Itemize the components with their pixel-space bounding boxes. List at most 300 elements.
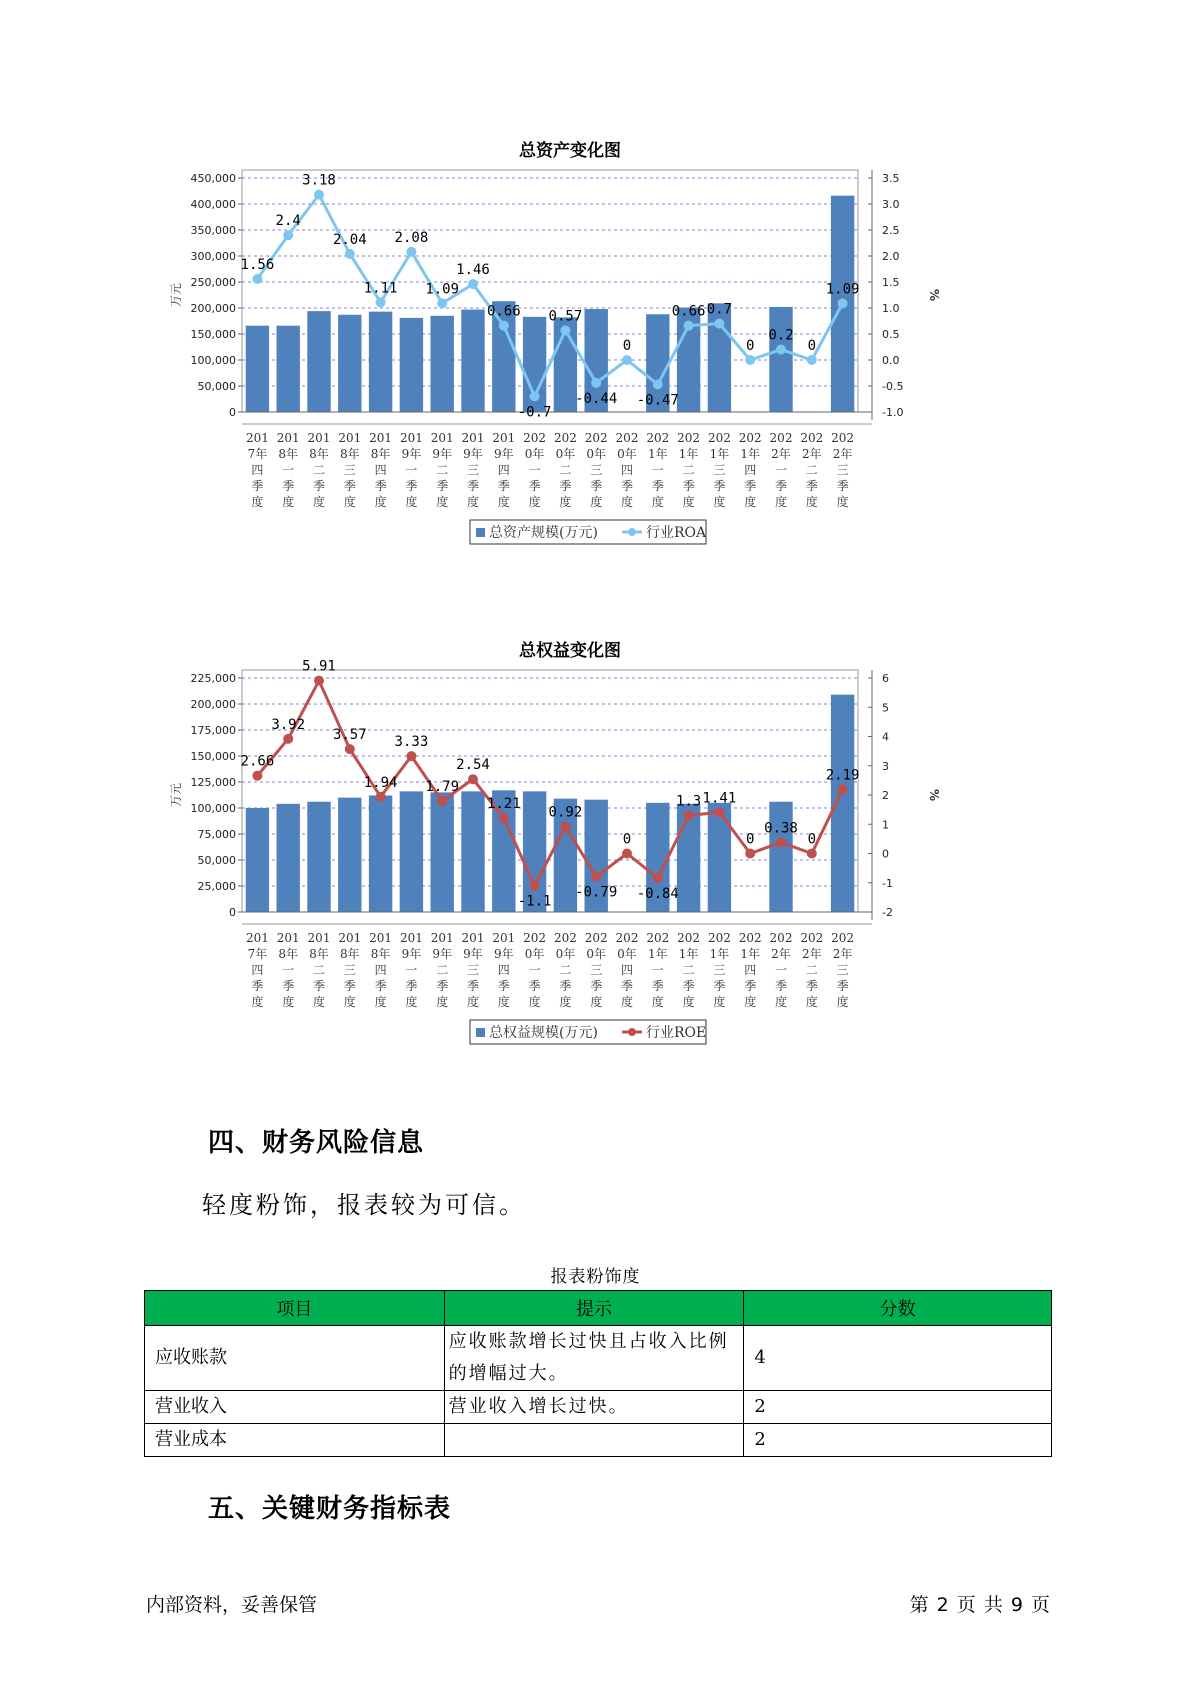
row-hint: 营业收入增长过快。 <box>444 1391 744 1424</box>
x-tick-label: 201 <box>276 431 300 445</box>
x-tick-label: 季 <box>436 979 449 993</box>
y-tick-label: 250,000 <box>190 276 236 289</box>
x-tick-label: 度 <box>682 995 695 1009</box>
x-tick-label: 度 <box>282 495 295 509</box>
line-point <box>591 872 601 882</box>
y2-axis-title: % <box>927 788 941 802</box>
x-tick-label: 度 <box>559 995 572 1009</box>
x-tick-label: 202 <box>800 931 824 945</box>
x-tick-label: 季 <box>251 479 264 493</box>
y2-axis-title: % <box>927 288 941 302</box>
x-tick-label: 季 <box>620 979 634 993</box>
x-tick-label: 9年 <box>493 947 514 961</box>
data-label: 0 <box>745 831 755 848</box>
x-tick-label: 一 <box>405 463 418 477</box>
bar <box>400 791 423 912</box>
x-tick-label: 202 <box>831 931 855 945</box>
line-point <box>283 734 293 744</box>
y2-tick-label: 0.0 <box>882 354 900 367</box>
x-tick-label: 度 <box>590 495 603 509</box>
x-tick-label: 度 <box>282 995 295 1009</box>
legend-label: 总资产规模(万元) <box>489 525 598 541</box>
x-tick-label: 三 <box>343 963 356 977</box>
x-tick-label: 季 <box>282 979 295 993</box>
x-tick-label: 二 <box>312 963 326 977</box>
data-label: 3.92 <box>271 716 306 733</box>
x-tick-label: 度 <box>312 995 326 1009</box>
line-point <box>345 744 355 754</box>
x-tick-label: 度 <box>744 495 757 509</box>
row-score: 2 <box>744 1391 1052 1424</box>
y-tick-label: 200,000 <box>190 302 236 315</box>
line-point <box>530 391 540 401</box>
legend-swatch-point <box>628 528 636 536</box>
x-tick-label: 202 <box>646 431 670 445</box>
x-tick-label: 1年 <box>647 947 668 961</box>
x-tick-label: 四 <box>497 463 510 477</box>
x-tick-label: 9年 <box>432 947 453 961</box>
x-tick-label: 2年 <box>832 447 853 461</box>
x-tick-label: 四 <box>744 463 757 477</box>
x-tick-label: 202 <box>553 931 577 945</box>
plot-frame <box>242 170 858 412</box>
x-tick-label: 季 <box>590 479 603 493</box>
y2-tick-label: -0.5 <box>882 380 904 393</box>
x-tick-label: 四 <box>497 963 510 977</box>
legend-swatch-bar <box>476 528 485 537</box>
x-tick-label: 三 <box>466 963 480 977</box>
line-point <box>530 881 540 891</box>
x-tick-label: 四 <box>251 463 264 477</box>
row-score: 2 <box>744 1424 1052 1457</box>
line-point <box>499 813 509 823</box>
legend-label: 行业ROE <box>646 1025 707 1041</box>
x-tick-label: 202 <box>707 931 731 945</box>
data-label: 0.92 <box>548 804 583 821</box>
x-tick-label: 0年 <box>586 947 607 961</box>
x-tick-label: 202 <box>523 931 547 945</box>
x-tick-label: 201 <box>399 431 423 445</box>
x-tick-label: 度 <box>836 995 849 1009</box>
row-hint <box>444 1424 744 1457</box>
x-tick-label: 度 <box>651 495 664 509</box>
x-tick-label: 2年 <box>771 447 791 461</box>
plot-frame <box>242 670 858 912</box>
x-tick-label: 季 <box>466 479 480 493</box>
x-tick-label: 度 <box>713 495 726 509</box>
y-tick-label: 125,000 <box>190 776 236 789</box>
x-tick-label: 度 <box>312 495 326 509</box>
row-score: 4 <box>744 1326 1052 1391</box>
data-label: 0.57 <box>548 308 583 325</box>
bar <box>276 326 299 412</box>
x-tick-label: 三 <box>343 463 356 477</box>
x-tick-label: 度 <box>528 995 541 1009</box>
x-tick-label: 度 <box>559 495 572 509</box>
x-tick-label: 0年 <box>617 947 637 961</box>
bar <box>369 796 392 912</box>
y2-tick-label: 3 <box>882 759 889 773</box>
line-point <box>684 810 694 820</box>
x-tick-label: 201 <box>492 931 516 945</box>
data-label: 0 <box>745 338 755 354</box>
x-tick-label: 2年 <box>801 947 822 961</box>
x-tick-label: 一 <box>774 463 788 477</box>
y2-tick-label: 2.5 <box>882 224 900 237</box>
x-tick-label: 9年 <box>401 447 422 461</box>
bar <box>246 808 269 912</box>
x-tick-label: 度 <box>651 995 664 1009</box>
line-point <box>745 849 755 859</box>
data-label: 2.08 <box>394 229 429 246</box>
x-tick-label: 度 <box>466 995 480 1009</box>
x-tick-label: 度 <box>343 495 356 509</box>
legend-label: 行业ROA <box>646 525 707 541</box>
x-tick-label: 度 <box>744 995 757 1009</box>
data-label: 3.57 <box>332 727 367 744</box>
data-label: 1.09 <box>425 281 460 298</box>
line-point <box>345 249 355 259</box>
x-tick-label: 一 <box>651 463 664 477</box>
risk-summary-text: 轻度粉饰，报表较为可信。 <box>202 1191 526 1219</box>
line-point <box>314 190 324 200</box>
x-tick-label: 季 <box>405 979 418 993</box>
bar <box>430 792 453 912</box>
data-label: -0.84 <box>636 886 679 903</box>
x-tick-label: 四 <box>251 963 264 977</box>
data-label: -0.7 <box>517 404 552 421</box>
x-tick-label: 201 <box>430 931 454 945</box>
total-assets-chart <box>140 136 1000 596</box>
table-caption: 报表粉饰度 <box>550 1267 641 1287</box>
data-label: 2.4 <box>275 213 301 230</box>
y-tick-label: 150,000 <box>190 328 236 341</box>
x-tick-label: 二 <box>436 463 449 477</box>
x-tick-label: 季 <box>651 479 664 493</box>
line-point <box>376 297 386 307</box>
x-tick-label: 季 <box>836 979 849 993</box>
data-label: 1.21 <box>486 796 521 813</box>
y2-tick-label: 4 <box>882 730 889 744</box>
line-point <box>807 355 817 365</box>
x-tick-label: 季 <box>774 979 788 993</box>
bar <box>430 316 453 412</box>
data-label: 1.56 <box>240 256 275 273</box>
x-tick-label: 一 <box>774 963 788 977</box>
total-equity-chart <box>140 636 1000 1096</box>
x-tick-label: 202 <box>553 431 577 445</box>
x-tick-label: 201 <box>461 431 485 445</box>
x-tick-label: 度 <box>405 995 418 1009</box>
x-tick-label: 度 <box>497 495 510 509</box>
x-tick-label: 度 <box>343 995 356 1009</box>
x-tick-label: 度 <box>374 995 387 1009</box>
x-tick-label: 0年 <box>555 947 576 961</box>
data-label: 0.38 <box>764 820 798 837</box>
x-tick-label: 度 <box>405 495 418 509</box>
x-tick-label: 季 <box>312 979 326 993</box>
y2-tick-label: -2 <box>882 906 893 919</box>
bar <box>461 791 484 912</box>
line-point <box>714 807 724 817</box>
line-point <box>437 298 447 308</box>
row-hint: 应收账款增长过快且占收入比例的增幅过大。 <box>444 1326 744 1391</box>
x-tick-label: 201 <box>399 931 423 945</box>
x-tick-label: 202 <box>646 931 670 945</box>
x-tick-label: 0年 <box>617 447 637 461</box>
x-tick-label: 季 <box>682 479 695 493</box>
x-tick-label: 季 <box>620 479 634 493</box>
y-tick-label: 50,000 <box>197 854 236 867</box>
line-point <box>653 379 663 389</box>
x-tick-label: 1年 <box>647 447 668 461</box>
y2-tick-label: 2 <box>882 789 889 802</box>
x-tick-label: 201 <box>461 931 485 945</box>
x-tick-label: 201 <box>307 931 331 945</box>
y-tick-label: 300,000 <box>190 250 236 263</box>
x-tick-label: 一 <box>528 963 541 977</box>
x-tick-label: 8年 <box>309 947 329 961</box>
x-tick-label: 二 <box>682 963 695 977</box>
x-tick-label: 度 <box>620 495 634 509</box>
y2-tick-label: 5 <box>882 701 889 715</box>
line-point <box>252 771 262 781</box>
x-tick-label: 二 <box>312 463 326 477</box>
y-tick-label: 0 <box>229 406 236 419</box>
x-tick-label: 二 <box>805 963 818 977</box>
x-tick-label: 202 <box>615 431 639 445</box>
x-tick-label: 7年 <box>247 447 268 461</box>
x-tick-label: 季 <box>405 479 418 493</box>
header-score: 分数 <box>744 1291 1052 1326</box>
table-row <box>145 1326 1052 1391</box>
bar <box>338 798 361 912</box>
line-point <box>560 822 570 832</box>
x-tick-label: 202 <box>523 431 547 445</box>
y-tick-label: 225,000 <box>190 672 236 685</box>
x-tick-label: 度 <box>374 495 387 509</box>
chart-title: 总权益变化图 <box>519 641 621 661</box>
bar <box>338 315 361 412</box>
line-point <box>376 792 386 802</box>
y-axis-title: 万元 <box>169 782 183 808</box>
x-tick-label: 季 <box>251 979 264 993</box>
x-tick-label: 201 <box>338 431 362 445</box>
x-tick-label: 二 <box>436 963 449 977</box>
y2-tick-label: 1.0 <box>882 302 900 315</box>
y-axis-title: 万元 <box>169 282 183 308</box>
x-tick-label: 度 <box>251 995 264 1009</box>
x-tick-label: 季 <box>559 479 572 493</box>
data-label: -0.44 <box>575 390 618 407</box>
x-tick-label: 一 <box>651 963 664 977</box>
x-tick-label: 三 <box>590 463 603 477</box>
header-hint: 提示 <box>444 1291 744 1326</box>
total-equity-chart-svg <box>140 636 1000 1096</box>
x-tick-label: 季 <box>497 979 510 993</box>
x-tick-label: 201 <box>369 931 393 945</box>
x-tick-label: 2年 <box>771 947 791 961</box>
row-item: 应收账款 <box>145 1326 445 1391</box>
x-tick-label: 季 <box>436 479 449 493</box>
x-tick-label: 季 <box>374 979 387 993</box>
x-tick-label: 季 <box>713 479 726 493</box>
line-point <box>468 279 478 289</box>
x-tick-label: 8年 <box>370 947 391 961</box>
x-tick-label: 季 <box>497 479 510 493</box>
y-tick-label: 0 <box>229 906 236 919</box>
x-tick-label: 一 <box>282 463 295 477</box>
x-tick-label: 1年 <box>678 447 699 461</box>
data-label: 1.79 <box>425 779 460 796</box>
x-tick-label: 三 <box>466 463 480 477</box>
data-label: 2.54 <box>456 757 490 774</box>
bar <box>246 326 269 412</box>
x-tick-label: 8年 <box>278 447 299 461</box>
x-tick-label: 季 <box>713 979 726 993</box>
section-heading-financial-risk: 四、财务风险信息 <box>208 1128 425 1158</box>
row-item: 营业收入 <box>145 1391 445 1424</box>
data-label: 0 <box>622 831 632 848</box>
table-row <box>145 1424 1052 1457</box>
x-tick-label: 202 <box>615 931 639 945</box>
line-point <box>776 345 786 355</box>
header-item: 项目 <box>145 1291 445 1326</box>
line-point <box>406 751 416 761</box>
x-tick-label: 0年 <box>555 447 576 461</box>
x-tick-label: 202 <box>769 431 793 445</box>
bar <box>769 307 792 412</box>
footer-page-number: 第 2 页 共 9 页 <box>909 1594 1051 1616</box>
x-tick-label: 度 <box>528 495 541 509</box>
x-tick-label: 季 <box>528 979 541 993</box>
x-tick-label: 0年 <box>524 447 545 461</box>
line-point <box>591 378 601 388</box>
line-point <box>406 247 416 257</box>
x-tick-label: 三 <box>836 963 849 977</box>
x-tick-label: 三 <box>713 463 726 477</box>
x-tick-label: 201 <box>492 431 516 445</box>
data-label: 1.09 <box>825 281 860 298</box>
data-label: 0.66 <box>671 303 706 320</box>
x-tick-label: 一 <box>405 963 418 977</box>
x-tick-label: 9年 <box>463 947 483 961</box>
x-tick-label: 9年 <box>463 447 483 461</box>
x-tick-label: 季 <box>343 479 356 493</box>
x-tick-label: 201 <box>430 431 454 445</box>
x-tick-label: 202 <box>677 431 701 445</box>
x-tick-label: 三 <box>836 463 849 477</box>
bar <box>307 311 330 412</box>
x-tick-label: 季 <box>528 479 541 493</box>
y2-tick-label: 1 <box>882 818 889 832</box>
x-tick-label: 度 <box>590 995 603 1009</box>
data-label: 2.19 <box>825 767 860 784</box>
data-label: 1.11 <box>363 280 398 297</box>
y-tick-label: 75,000 <box>197 828 236 841</box>
x-tick-label: 季 <box>805 479 818 493</box>
x-tick-label: 季 <box>651 979 664 993</box>
line-point <box>252 274 262 284</box>
y-tick-label: 175,000 <box>190 724 236 737</box>
x-tick-label: 201 <box>369 431 393 445</box>
x-tick-label: 202 <box>769 931 793 945</box>
x-tick-label: 度 <box>682 495 695 509</box>
bar <box>461 310 484 412</box>
line-point <box>807 849 817 859</box>
x-tick-label: 季 <box>466 979 480 993</box>
x-tick-label: 度 <box>436 495 449 509</box>
x-tick-label: 度 <box>251 495 264 509</box>
x-tick-label: 二 <box>559 463 572 477</box>
y-tick-label: 150,000 <box>190 750 236 763</box>
x-tick-label: 2年 <box>832 947 853 961</box>
x-tick-label: 202 <box>584 431 608 445</box>
line-point <box>776 837 786 847</box>
table-row <box>145 1391 1052 1424</box>
x-tick-label: 度 <box>836 495 849 509</box>
bar <box>369 312 392 412</box>
x-tick-label: 度 <box>774 495 788 509</box>
x-tick-label: 8年 <box>278 947 299 961</box>
x-tick-label: 度 <box>436 995 449 1009</box>
x-tick-label: 度 <box>620 995 634 1009</box>
bar <box>708 803 731 912</box>
table-header-row <box>145 1291 1052 1326</box>
x-tick-label: 季 <box>744 979 757 993</box>
x-tick-label: 201 <box>338 931 362 945</box>
x-tick-label: 度 <box>774 995 788 1009</box>
data-label: -0.79 <box>575 884 618 901</box>
data-label: -1.1 <box>517 893 552 910</box>
x-tick-label: 1年 <box>709 447 730 461</box>
data-label: 0.7 <box>706 301 733 318</box>
x-tick-label: 四 <box>744 963 757 977</box>
x-tick-label: 7年 <box>247 947 268 961</box>
data-label: 1.3 <box>675 793 702 810</box>
x-tick-label: 季 <box>312 479 326 493</box>
x-tick-label: 四 <box>620 963 634 977</box>
line-point <box>684 321 694 331</box>
x-tick-label: 季 <box>774 479 788 493</box>
y2-tick-label: 0 <box>882 847 889 861</box>
x-tick-label: 四 <box>374 963 387 977</box>
x-tick-label: 2年 <box>801 447 822 461</box>
footer-confidential: 内部资料，妥善保管 <box>146 1594 318 1616</box>
data-label: 1.94 <box>363 774 398 791</box>
data-label: 1.41 <box>702 790 737 807</box>
y-tick-label: 200,000 <box>190 698 236 711</box>
x-tick-label: 8年 <box>339 447 360 461</box>
x-tick-label: 202 <box>584 931 608 945</box>
row-item: 营业成本 <box>145 1424 445 1457</box>
x-tick-label: 9年 <box>493 447 514 461</box>
x-tick-label: 季 <box>836 479 849 493</box>
x-tick-label: 四 <box>620 463 634 477</box>
section-heading-key-indicators: 五、关键财务指标表 <box>208 1494 452 1524</box>
data-label: 0.2 <box>768 327 794 344</box>
x-tick-label: 季 <box>343 979 356 993</box>
x-tick-label: 202 <box>707 431 731 445</box>
x-tick-label: 度 <box>497 995 510 1009</box>
line-point <box>714 319 724 329</box>
legend-swatch-point <box>628 1028 636 1036</box>
x-tick-label: 度 <box>805 995 818 1009</box>
x-tick-label: 9年 <box>401 947 422 961</box>
data-label: 2.04 <box>332 231 367 248</box>
x-tick-label: 三 <box>713 963 726 977</box>
data-label: 3.18 <box>302 172 336 189</box>
